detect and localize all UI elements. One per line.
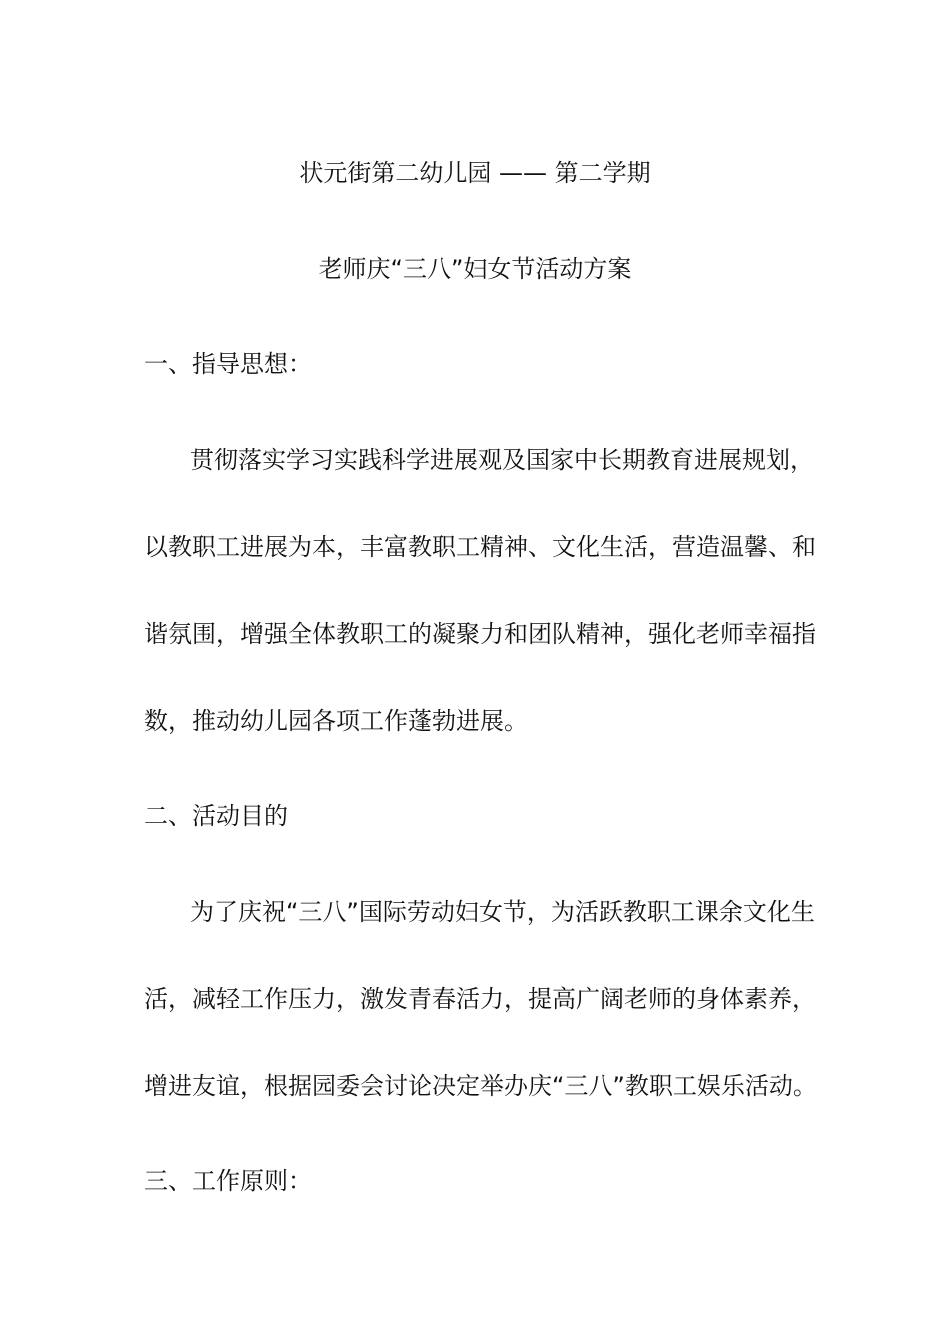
paragraph-line: 活，减轻工作压力，激发青春活力，提高广阔老师的身体素养， bbox=[144, 985, 816, 1013]
document-title-line-2: 老师庆“三八”妇女节活动方案 bbox=[318, 255, 632, 283]
paragraph-line: 为了庆祝“三八”国际劳动妇女节，为活跃教职工课余文化生 bbox=[190, 898, 815, 926]
paragraph-line: 以教职工进展为本，丰富教职工精神、文化生活，营造温馨、和 bbox=[144, 533, 816, 561]
document-title-line-1: 状元街第二幼儿园 —— 第二学期 bbox=[299, 159, 651, 187]
paragraph-line: 增进友谊，根据园委会讨论决定举办庆“三八”教职工娱乐活动。 bbox=[144, 1072, 817, 1100]
section-heading-work-principles: 三、工作原则： bbox=[144, 1167, 312, 1195]
section-heading-guiding-ideology: 一、指导思想： bbox=[144, 350, 312, 378]
paragraph-line: 谐氛围，增强全体教职工的凝聚力和团队精神，强化老师幸福指 bbox=[144, 620, 816, 648]
section-heading-activity-purpose: 二、活动目的 bbox=[144, 802, 288, 830]
paragraph-line: 数，推动幼儿园各项工作蓬勃进展。 bbox=[144, 707, 528, 735]
paragraph-line: 贯彻落实学习实践科学进展观及国家中长期教育进展规划， bbox=[190, 446, 814, 474]
